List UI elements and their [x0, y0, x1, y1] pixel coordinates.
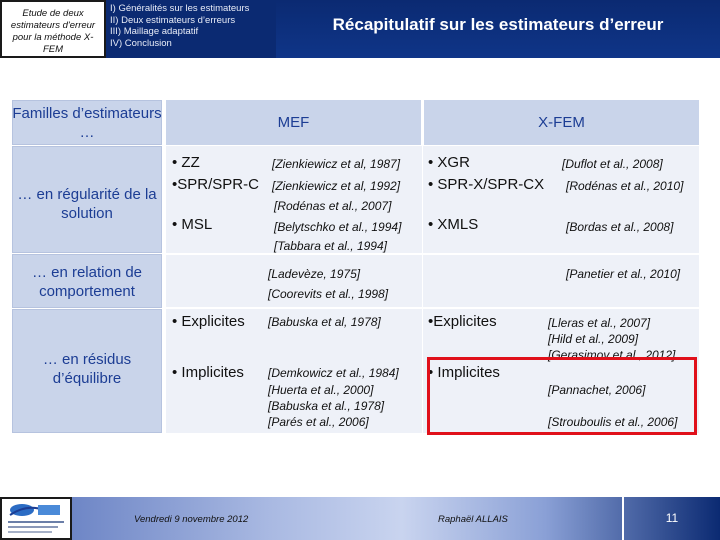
mef-implicit-ref: [Parés et al., 2006]	[268, 415, 369, 429]
mef-spr-ref: [Zienkiewicz et al, 1992]	[272, 179, 401, 193]
mef-spr: •SPR/SPR-C	[172, 176, 259, 193]
xfem-sprx-ref: [Rodénas et al., 2010]	[566, 179, 684, 193]
outline-item[interactable]: II) Deux estimateurs d’erreurs	[110, 14, 236, 26]
mef-behavior-ref: [Ladevèze, 1975]	[268, 267, 361, 281]
mef-implicit-ref: [Demkowicz et al., 1984]	[268, 366, 399, 380]
xfem-sprx: • SPR-X/SPR-CX	[428, 176, 545, 193]
regularity-label: … en régularité de la solution	[17, 186, 157, 222]
row-divider	[166, 253, 699, 255]
mef-msl-ref: [Belytschko et al., 1994]	[274, 220, 402, 234]
mef-explicit: • Explicites	[172, 313, 245, 330]
footer-left	[72, 497, 402, 540]
mef-spr-ref2: [Rodénas et al., 2007]	[274, 199, 392, 213]
lab-logo	[0, 497, 72, 540]
families-label: Familles d’estimateurs …	[12, 105, 162, 141]
highlight-box	[427, 357, 697, 435]
outline-item[interactable]: I) Généralités sur les estimateurs	[110, 3, 250, 14]
row-divider	[166, 307, 699, 309]
mef-explicit-ref: [Babuska et al, 1978]	[268, 315, 381, 329]
column-divider	[422, 146, 423, 433]
xfem-explicit-ref: [Lleras et al., 2007]	[548, 316, 651, 330]
residuals-label: … en résidus d’équilibre	[42, 351, 132, 387]
xfem-xgr: • XGR	[428, 154, 470, 171]
xfem-implicit-ref: [Strouboulis et al., 2006]	[548, 415, 678, 429]
outline-item[interactable]: IV) Conclusion	[110, 37, 172, 49]
xfem-explicit: •Explicites	[428, 313, 497, 330]
mef-implicit: • Implicites	[172, 364, 244, 381]
xfem-behavior-ref: [Panetier et al., 2010]	[566, 267, 681, 281]
course-title-box	[0, 0, 106, 58]
mef-zz-ref: [Zienkiewicz et al, 1987]	[272, 157, 401, 171]
mef-msl: • MSL	[172, 216, 213, 233]
mef-header: MEF	[166, 100, 421, 145]
title-bar	[276, 0, 720, 58]
xfem-xmls: • XMLS	[428, 216, 479, 233]
mef-msl-ref: [Tabbara et al., 1994]	[274, 239, 387, 253]
page-number: 11	[665, 511, 679, 525]
xfem-header: X-FEM	[424, 100, 699, 145]
xfem-implicit: • Implicites	[428, 364, 500, 381]
xfem-explicit-ref: [Hild et al., 2009]	[548, 332, 639, 346]
mef-behavior-ref: [Coorevits et al., 1998]	[268, 287, 389, 301]
outline-panel	[106, 0, 276, 58]
slide-title: Récapitulatif sur les estimateurs d’erreur	[332, 15, 664, 34]
mef-implicit-ref: [Babuska et al., 1978]	[268, 399, 385, 413]
course-title: Etude de deux estimateurs d'erreur pour la méthode X-FEM	[10, 8, 96, 55]
outline-list	[110, 3, 249, 49]
logo-mark-icon	[2, 499, 70, 538]
author-name: Raphaël ALLAIS	[438, 514, 508, 525]
xfem-xgr-ref: [Duflot et al., 2008]	[562, 157, 663, 171]
presentation-date: Vendredi 9 novembre 2012	[134, 514, 249, 525]
xfem-xmls-ref: [Bordas et al., 2008]	[566, 220, 674, 234]
xfem-explicit-ref: [Gerasimov et al., 2012]	[548, 348, 676, 362]
xfem-implicit-ref: [Pannachet, 2006]	[548, 383, 646, 397]
mef-zz: • ZZ	[172, 154, 200, 171]
outline-item[interactable]: III) Maillage adaptatif	[110, 26, 199, 37]
behavior-label: … en relation de comportement	[31, 264, 143, 300]
mef-implicit-ref: [Huerta et al., 2000]	[268, 383, 374, 397]
